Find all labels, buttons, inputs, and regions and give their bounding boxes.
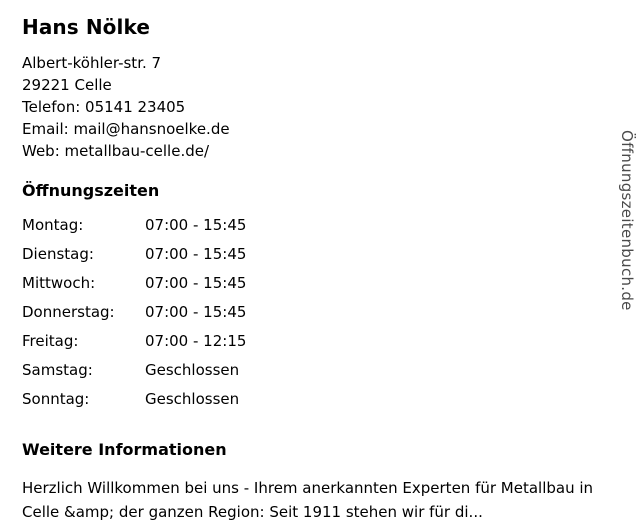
hours-day: Montag:	[22, 216, 84, 234]
address-line: Albert-köhler-str. 7	[22, 54, 162, 72]
table-row	[22, 390, 246, 419]
hours-time: 07:00 - 15:45	[145, 303, 247, 321]
hours-time: 07:00 - 15:45	[145, 216, 247, 234]
phone-line: Telefon: 05141 23405	[22, 98, 186, 116]
opening-hours-heading: Öffnungszeiten	[22, 181, 160, 200]
table-row	[22, 216, 246, 245]
hours-day: Dienstag:	[22, 245, 94, 263]
hours-day: Mittwoch:	[22, 274, 96, 292]
website-line[interactable]: Web: metallbau-celle.de/	[22, 142, 210, 160]
page-title: Hans Nölke	[22, 15, 151, 39]
hours-day: Samstag:	[22, 361, 93, 379]
email-line[interactable]: Email: mail@hansnoelke.de	[22, 120, 230, 138]
more-information-text: Herzlich Willkommen bei uns - Ihrem anerkannten Experten für Metallbau in Celle &amp; der ganzen Region: Seit 1911 stehen wir für di...	[22, 479, 594, 521]
more-information-heading: Weitere Informationen	[22, 440, 227, 459]
table-row	[22, 361, 246, 390]
hours-time: 07:00 - 15:45	[145, 274, 247, 292]
hours-day: Sonntag:	[22, 390, 90, 408]
table-row	[22, 274, 246, 303]
address-line: 29221 Celle	[22, 76, 112, 94]
opening-hours-table	[22, 216, 246, 419]
hours-time: 07:00 - 15:45	[145, 245, 247, 263]
hours-day: Freitag:	[22, 332, 79, 350]
table-row	[22, 303, 246, 332]
table-row	[22, 245, 246, 274]
address-block	[22, 52, 618, 162]
hours-time: Geschlossen	[145, 390, 240, 408]
hours-time: Geschlossen	[145, 361, 240, 379]
table-row	[22, 332, 246, 361]
hours-time: 07:00 - 12:15	[145, 332, 247, 350]
watermark-label: Öffnungszeitenbuch.de	[618, 130, 636, 311]
hours-day: Donnerstag:	[22, 303, 115, 321]
